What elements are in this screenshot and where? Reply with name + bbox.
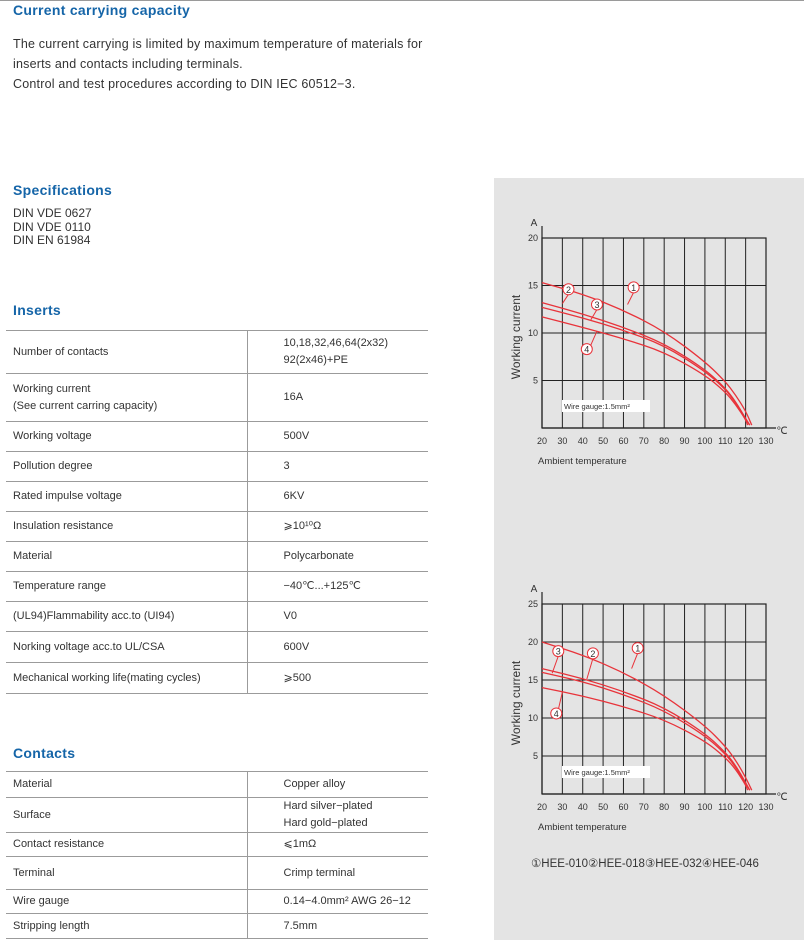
series-marker-leader bbox=[628, 292, 634, 304]
y-tick-label: 10 bbox=[527, 328, 538, 338]
row-value bbox=[247, 572, 428, 602]
table-row bbox=[6, 452, 428, 482]
x-tick-label: 110 bbox=[718, 436, 733, 446]
x-axis-title: Ambient temperature bbox=[538, 822, 627, 833]
row-label bbox=[6, 914, 247, 939]
paragraph-line: The current carrying is limited by maximum temperature of materials for bbox=[13, 37, 423, 51]
row-label-text: Number of contacts bbox=[13, 345, 109, 358]
x-tick-label: 40 bbox=[577, 436, 588, 446]
current-capacity-chart-1 bbox=[500, 214, 800, 469]
row-label-text: Working current bbox=[13, 382, 91, 395]
row-value-text: Polycarbonate bbox=[283, 550, 354, 562]
row-label bbox=[6, 857, 247, 890]
y-tick-label: 5 bbox=[532, 375, 538, 386]
row-label-text: Norking voltage acc.to UL/CSA bbox=[13, 640, 165, 653]
table-row bbox=[6, 512, 428, 542]
row-value-text: Hard gold−plated bbox=[283, 817, 368, 829]
x-tick-label: 50 bbox=[598, 436, 609, 446]
x-tick-label: 30 bbox=[557, 436, 568, 446]
y-tick-label: 15 bbox=[527, 675, 538, 685]
row-label-text: Contact resistance bbox=[13, 838, 105, 850]
row-value bbox=[247, 798, 428, 833]
table-row bbox=[6, 833, 428, 857]
row-label bbox=[6, 422, 247, 452]
row-value-text: 3 bbox=[283, 460, 290, 472]
row-label-text: Material bbox=[13, 778, 53, 790]
table-row bbox=[6, 798, 428, 833]
paragraph-line: inserts and contacts including terminals. bbox=[13, 57, 243, 71]
table-row bbox=[6, 857, 428, 890]
section-title-inserts: Inserts bbox=[13, 302, 62, 318]
table-row bbox=[6, 772, 428, 798]
series-marker-label: 1 bbox=[635, 643, 641, 654]
spec-item: DIN VDE 0627 bbox=[13, 206, 92, 220]
section-title-specifications: Specifications bbox=[13, 182, 113, 198]
row-value bbox=[247, 632, 428, 663]
series-marker-leader bbox=[562, 294, 568, 303]
wire-gauge-note: Wire gauge:1.5mm² bbox=[564, 768, 630, 777]
row-value bbox=[247, 512, 428, 542]
row-value bbox=[247, 374, 428, 422]
series-marker-label: 4 bbox=[584, 344, 590, 355]
row-value-text: ⩾10¹⁰Ω bbox=[283, 520, 322, 532]
series-marker-label: 4 bbox=[553, 708, 559, 719]
row-label bbox=[6, 798, 247, 833]
table-row bbox=[6, 572, 428, 602]
y-tick-label: 20 bbox=[527, 233, 538, 243]
y-tick-label: 5 bbox=[532, 751, 538, 761]
row-label-text: Wire gauge bbox=[13, 895, 70, 907]
current-capacity-chart-2 bbox=[500, 580, 800, 835]
row-label-text: Surface bbox=[13, 808, 51, 821]
row-label bbox=[6, 890, 247, 914]
row-label-text: Insulation resistance bbox=[13, 520, 114, 532]
paragraph-line: Control and test procedures according to DIN IEC 60512−3. bbox=[13, 77, 356, 91]
row-value bbox=[247, 331, 428, 374]
x-axis-title: Ambient temperature bbox=[538, 456, 627, 467]
x-unit-label: ℃ bbox=[776, 426, 788, 437]
table-row bbox=[6, 331, 428, 374]
y-unit-label: A bbox=[530, 218, 538, 229]
inserts-table bbox=[6, 330, 428, 694]
row-value bbox=[247, 914, 428, 939]
x-tick-label: 110 bbox=[718, 802, 733, 812]
row-value-text: 7.5mm bbox=[283, 919, 318, 932]
row-label bbox=[6, 632, 247, 663]
table-row bbox=[6, 422, 428, 452]
x-tick-label: 80 bbox=[659, 436, 670, 446]
row-value-text: 0.14−4.0mm² AWG 26−12 bbox=[283, 895, 411, 907]
row-value-text: −40℃...+125℃ bbox=[283, 580, 361, 592]
row-label-text: (See current carring capacity) bbox=[13, 399, 158, 412]
x-tick-label: 40 bbox=[577, 802, 588, 812]
spec-item: DIN VDE 0110 bbox=[13, 219, 91, 234]
row-value-text: 92(2x46)+PE bbox=[283, 354, 349, 366]
row-value-text: Crimp terminal bbox=[283, 866, 356, 879]
x-tick-label: 70 bbox=[638, 802, 649, 812]
row-label bbox=[6, 512, 247, 542]
x-tick-label: 130 bbox=[758, 802, 774, 812]
x-tick-label: 100 bbox=[697, 802, 713, 812]
row-label bbox=[6, 772, 247, 798]
y-tick-label: 25 bbox=[527, 599, 538, 609]
x-tick-label: 120 bbox=[738, 802, 754, 812]
row-label bbox=[6, 374, 247, 422]
row-label-text: Terminal bbox=[13, 866, 55, 879]
table-row bbox=[6, 542, 428, 572]
row-label bbox=[6, 482, 247, 512]
section-title-current-carrying: Current carrying capacity bbox=[13, 2, 191, 18]
series-marker-leader bbox=[552, 656, 558, 673]
chart-legend: ①HEE-010②HEE-018③HEE-032④HEE-046 bbox=[531, 858, 759, 870]
row-label-text: Mechanical working life(mating cycles) bbox=[13, 671, 201, 684]
y-tick-label: 15 bbox=[527, 280, 538, 291]
specifications-list bbox=[13, 207, 92, 248]
y-axis-title: Working current bbox=[509, 294, 523, 380]
row-label bbox=[6, 572, 247, 602]
row-label bbox=[6, 331, 247, 374]
row-value bbox=[247, 772, 428, 798]
row-value bbox=[247, 663, 428, 694]
current-carrying-paragraph bbox=[13, 34, 483, 94]
row-label bbox=[6, 663, 247, 694]
row-value-text: Hard silver−plated bbox=[283, 800, 373, 812]
row-value bbox=[247, 833, 428, 857]
row-label bbox=[6, 452, 247, 482]
row-value-text: 10,18,32,46,64(2x32) bbox=[283, 337, 389, 349]
table-row bbox=[6, 482, 428, 512]
series-marker-label: 2 bbox=[590, 648, 596, 659]
row-value-text: ⩾500 bbox=[283, 671, 312, 684]
x-tick-label: 60 bbox=[618, 436, 629, 446]
x-tick-label: 20 bbox=[536, 436, 548, 446]
row-value bbox=[247, 602, 428, 632]
contacts-table bbox=[6, 771, 428, 939]
x-tick-label: 30 bbox=[557, 802, 568, 812]
row-label-text: Rated impulse voltage bbox=[13, 490, 122, 502]
row-label-text: (UL94)Flammability acc.to (UI94) bbox=[13, 610, 175, 622]
x-unit-label: ℃ bbox=[776, 792, 788, 803]
series-marker-leader bbox=[632, 653, 638, 669]
row-label bbox=[6, 833, 247, 857]
series-marker-leader bbox=[587, 658, 593, 679]
table-row bbox=[6, 890, 428, 914]
x-tick-label: 130 bbox=[758, 436, 774, 446]
x-tick-label: 80 bbox=[659, 802, 670, 812]
row-value-text: 600V bbox=[283, 640, 310, 653]
table-row bbox=[6, 914, 428, 939]
y-unit-label: A bbox=[530, 584, 538, 595]
wire-gauge-note: Wire gauge:1.5mm² bbox=[564, 402, 630, 411]
x-tick-label: 70 bbox=[638, 436, 649, 446]
y-axis-title: Working current bbox=[509, 660, 523, 746]
series-marker-label: 3 bbox=[555, 646, 561, 657]
x-tick-label: 50 bbox=[598, 802, 609, 812]
row-label-text: Stripping length bbox=[13, 919, 90, 932]
row-value-text: 16A bbox=[283, 391, 304, 403]
x-tick-label: 20 bbox=[536, 802, 548, 812]
x-tick-label: 90 bbox=[679, 802, 690, 812]
row-label bbox=[6, 602, 247, 632]
x-tick-label: 90 bbox=[679, 436, 690, 446]
row-value bbox=[247, 482, 428, 512]
row-label-text: Pollution degree bbox=[13, 460, 93, 472]
spec-item: DIN EN 61984 bbox=[13, 233, 91, 247]
row-label-text: Working voltage bbox=[13, 430, 92, 442]
x-tick-label: 100 bbox=[697, 436, 713, 446]
table-row bbox=[6, 632, 428, 663]
table-row bbox=[6, 374, 428, 422]
table-row bbox=[6, 602, 428, 632]
row-value-text: ⩽1mΩ bbox=[283, 838, 317, 850]
row-value bbox=[247, 452, 428, 482]
row-value bbox=[247, 890, 428, 914]
row-value bbox=[247, 422, 428, 452]
row-value bbox=[247, 857, 428, 890]
series-marker-label: 2 bbox=[565, 284, 571, 295]
row-label-text: Temperature range bbox=[13, 580, 106, 592]
series-marker-label: 1 bbox=[631, 282, 637, 293]
row-value bbox=[247, 542, 428, 572]
top-divider bbox=[0, 0, 804, 1]
row-value-text: 500V bbox=[283, 430, 310, 442]
row-label bbox=[6, 542, 247, 572]
x-tick-label: 120 bbox=[738, 436, 754, 446]
x-tick-label: 60 bbox=[618, 802, 629, 812]
y-tick-label: 20 bbox=[527, 637, 538, 647]
series-marker-label: 3 bbox=[594, 300, 600, 310]
table-row bbox=[6, 663, 428, 694]
y-tick-label: 10 bbox=[527, 713, 538, 723]
row-value-text: Copper alloy bbox=[283, 778, 346, 790]
row-value-text: 6KV bbox=[283, 490, 305, 502]
section-title-contacts: Contacts bbox=[13, 745, 76, 761]
row-label-text: Material bbox=[13, 550, 53, 562]
row-value-text: V0 bbox=[283, 610, 297, 622]
